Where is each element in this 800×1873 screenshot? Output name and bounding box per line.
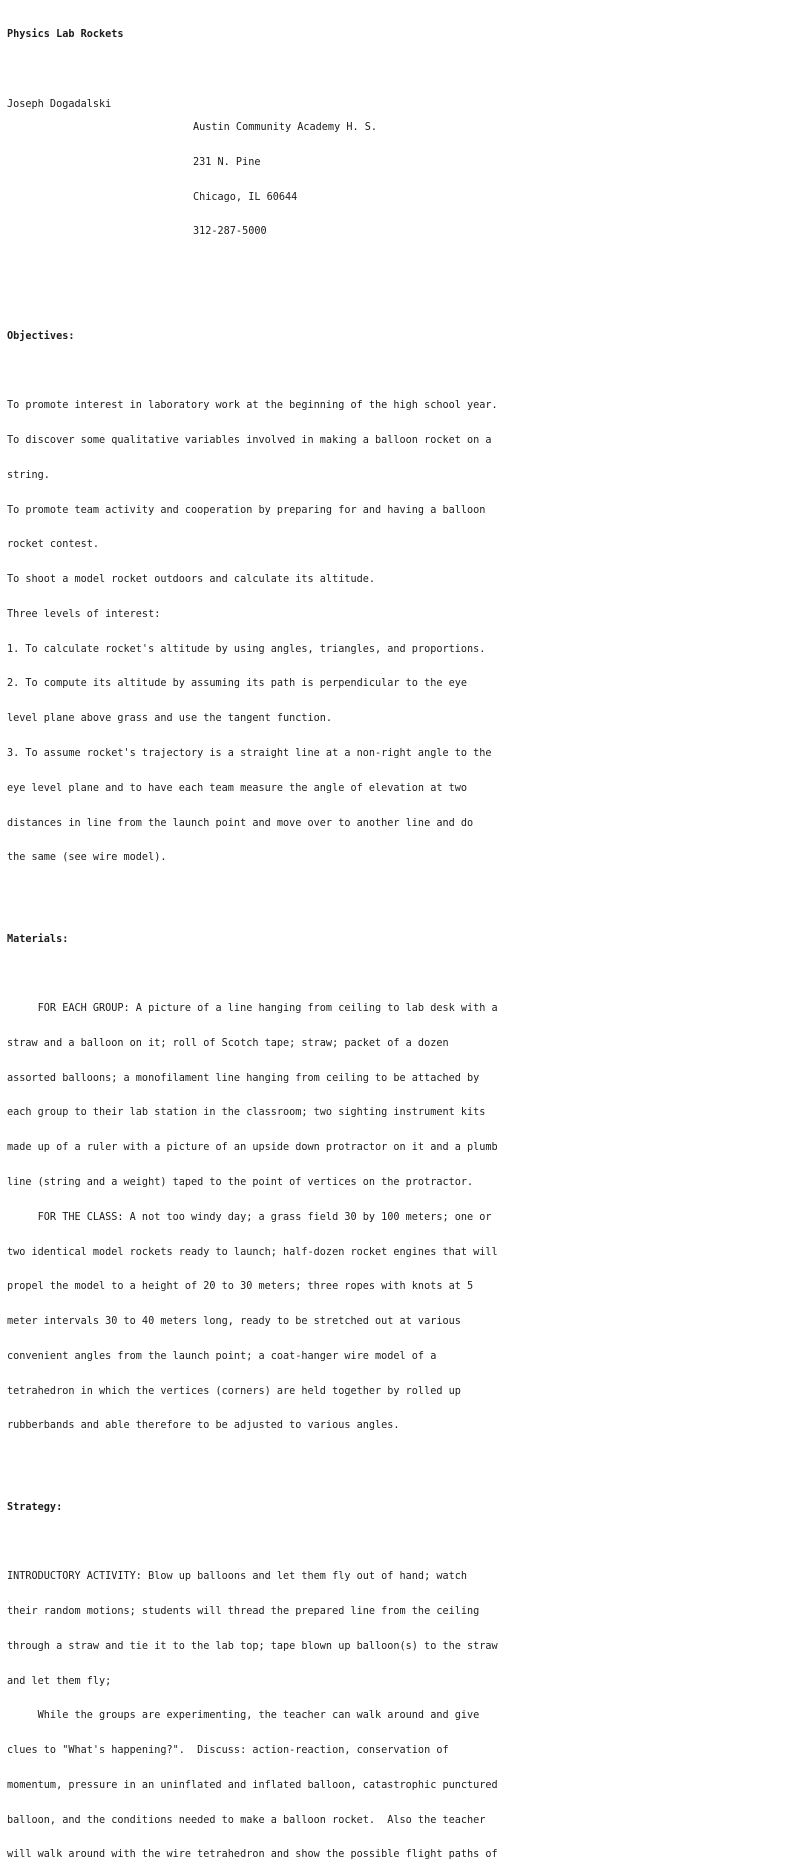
materials-heading: Materials: — [7, 933, 69, 945]
spacer — [7, 1455, 800, 1467]
materials-line: FOR EACH GROUP: A picture of a line hanging from ceiling to lab desk with a — [7, 1003, 498, 1015]
address-line: 231 N. Pine — [193, 156, 261, 168]
objectives-heading: Objectives: — [7, 330, 75, 342]
objectives-line: distances in line from the launch point and move over to another line and do — [7, 817, 474, 829]
strategy-line: clues to "What's happening?". Discuss: action-reaction, conservation of — [7, 1745, 449, 1757]
objectives-line: To promote team activity and cooperation by preparing for and having a balloon — [7, 504, 486, 516]
strategy-line: INTRODUCTORY ACTIVITY: Blow up balloons and let them fly out of hand; watch — [7, 1571, 468, 1583]
spacer — [7, 968, 800, 980]
materials-line: made up of a ruler with a picture of an upside down protractor on it and a plumb — [7, 1142, 498, 1154]
objectives-line: 3. To assume rocket's trajectory is a straight line at a non-right angle to the — [7, 748, 492, 759]
strategy-heading: Strategy: — [7, 1501, 63, 1513]
objectives-line: 1. To calculate rocket's altitude by using angles, triangles, and proportions. — [7, 643, 486, 655]
objectives-line: 2. To compute its altitude by assuming its path is perpendicular to the eye — [7, 678, 468, 690]
document-title: Physics Lab Rockets — [7, 29, 124, 41]
spacer — [7, 1536, 800, 1548]
spacer — [7, 64, 800, 76]
objectives-line: Three levels of interest: — [7, 608, 161, 620]
materials-line: convenient angles from the launch point; a coat-hanger wire model of a — [7, 1350, 437, 1362]
address-line: Austin Community Academy H. S. — [193, 121, 378, 133]
objectives-line: To promote interest in laboratory work at the beginning of the high school year. — [7, 400, 498, 412]
objectives-line: To discover some qualitative variables involved in making a balloon rocket on a — [7, 434, 492, 446]
strategy-line: through a straw and tie it to the lab top; tape blown up balloon(s) to the straw — [7, 1640, 498, 1652]
objectives-line: To shoot a model rocket outdoors and calculate its altitude. — [7, 574, 376, 586]
materials-line: rubberbands and able therefore to be adjusted to various angles. — [7, 1420, 400, 1432]
materials-line: line (string and a weight) taped to the point of vertices on the protractor. — [7, 1176, 474, 1188]
materials-line: two identical model rockets ready to launch; half-dozen rocket engines that will — [7, 1246, 498, 1258]
materials-line: meter intervals 30 to 40 meters long, ready to be stretched out at various — [7, 1316, 461, 1328]
materials-line: straw and a balloon on it; roll of Scotch tape; straw; packet of a dozen — [7, 1037, 449, 1049]
materials-line: each group to their lab station in the classroom; two sighting instrument kits — [7, 1107, 486, 1119]
strategy-line: will walk around with the wire tetrahedron and show the possible flight paths of — [7, 1849, 498, 1861]
spacer — [7, 284, 800, 296]
materials-line: propel the model to a height of 20 to 30 meters; three ropes with knots at 5 — [7, 1281, 474, 1293]
objectives-line: string. — [7, 469, 50, 481]
author-block — [7, 99, 800, 261]
materials-line: assorted balloons; a monofilament line hanging from ceiling to be attached by — [7, 1072, 480, 1084]
objectives-line: rocket contest. — [7, 539, 100, 551]
strategy-line: While the groups are experimenting, the teacher can walk around and give — [7, 1710, 480, 1722]
strategy-line: momentum, pressure in an uninflated and inflated balloon, catastrophic punctured — [7, 1779, 498, 1791]
address-line: Chicago, IL 60644 — [193, 191, 298, 203]
objectives-line: eye level plane and to have each team measure the angle of elevation at two — [7, 782, 468, 794]
strategy-line: balloon, and the conditions needed to make a balloon rocket. Also the teacher — [7, 1814, 486, 1826]
materials-line: tetrahedron in which the vertices (corners) are held together by rolled up — [7, 1385, 461, 1397]
objectives-line: level plane above grass and use the tangent function. — [7, 713, 333, 725]
address-line: 312-287-5000 — [193, 226, 267, 238]
spacer — [7, 887, 800, 899]
author-name: Joseph Dogadalski — [7, 98, 112, 110]
address-block — [193, 99, 377, 261]
document-page — [7, 6, 800, 1873]
spacer — [7, 365, 800, 377]
strategy-line: and let them fly; — [7, 1675, 112, 1687]
materials-line: FOR THE CLASS: A not too windy day; a grass field 30 by 100 meters; one or — [7, 1211, 492, 1223]
strategy-line: their random motions; students will thread the prepared line from the ceiling — [7, 1605, 480, 1617]
objectives-line: the same (see wire model). — [7, 852, 167, 864]
